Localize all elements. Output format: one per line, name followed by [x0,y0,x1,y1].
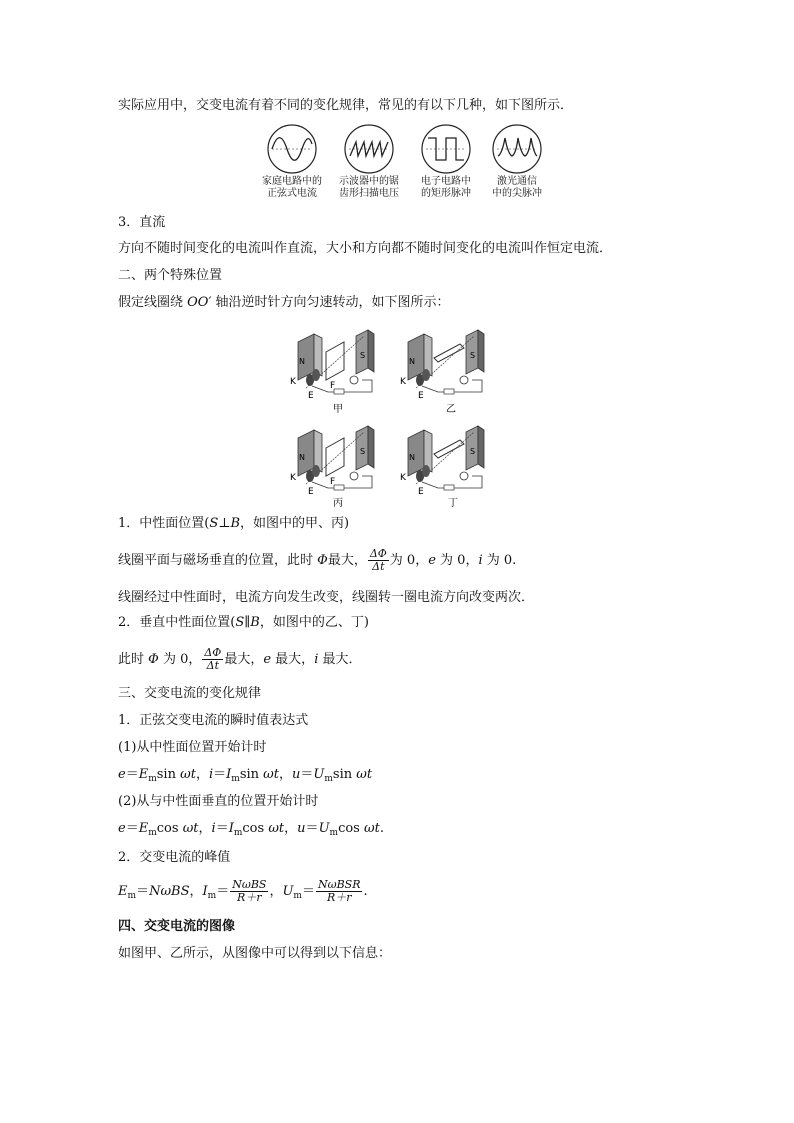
square-wave-icon [420,124,472,174]
perpendicular-plane-text: 此时 Φ 为 0， $\frac{\Delta\Phi}{\Delta t}$ 最大，e 最大，i 最大． [118,646,362,672]
svg-text:E: E [308,391,314,401]
waveform-caption-sawtooth: 示波器中的锯 齿形扫描电压 [339,176,399,199]
equation-peak: $E_m=N\omega BS$，$I_m=$ $\frac{\text{NωBS}}{R+r}$ ，$U_m=$ $\frac{\text{NωBSR}}{R+r}$ . [118,878,368,904]
svg-text:E: E [308,487,314,497]
heading-perpendicular-plane: 2．垂直中性面位置(S∥B，如图中的乙、丁) [118,615,369,630]
direct-current-text: 方向不随时间变化的电流叫作直流，大小和方向都不随时间变化的电流叫作恒定电流． [118,241,613,256]
heading-direct-current: 3．直流 [118,215,166,230]
case-neutral-start: (1)从中性面位置开始计时 [118,740,267,755]
equation-cos: $e=E_m\cos$ ωt，$i=I_m\cos$ ωt，$u=U_m\cos$ ωt. [118,821,384,838]
figure-label-yi: 乙 [446,404,456,415]
waveform-caption-sine: 家庭电路中的 正弦式电流 [262,176,322,199]
svg-text:K: K [400,473,406,483]
sawtooth-wave-icon [343,124,395,174]
svg-text:S: S [360,447,366,456]
figure-label-ding: 丁 [448,498,458,509]
generator-figures [288,320,488,512]
svg-text:S: S [470,447,476,456]
equation-sin: $e=E_m\sin$ ωt，$i=I_m\sin$ ωt，$u=U_m\sin$ ωt [118,767,373,784]
svg-text:S: S [470,351,476,360]
heading-special-positions: 二、两个特殊位置 [118,268,223,283]
svg-text:N: N [409,453,415,462]
neutral-plane-text: 线圈平面与磁场垂直的位置，此时 Φ最大， $\frac{\Delta\Phi}{\Delta t}$ 为 0，e 为 0，i 为 0. [118,547,517,573]
svg-text:N: N [299,357,305,366]
intro-text: 实际应用中，交变电流有着不同的变化规律，常见的有以下几种，如下图所示． [118,98,574,113]
figure-label-jia: 甲 [333,404,343,415]
waveform-caption-square: 电子电路中 的矩形脉冲 [421,176,471,199]
neutral-plane-text-2: 线圈经过中性面时，电流方向发生改变，线圈转一圈电流方向改变两次． [118,590,535,605]
svg-text:E: E [418,487,424,497]
case-perpendicular-start: (2)从与中性面垂直的位置开始计时 [118,794,319,809]
heading-ac-graph: 四、交变电流的图像 [118,919,236,934]
heading-variation-law: 三、交变电流的变化规律 [118,686,262,701]
svg-text:F: F [330,477,336,487]
svg-text:K: K [400,377,406,387]
svg-text:E: E [418,391,424,401]
heading-peak-value: 2．交变电流的峰值 [118,850,231,865]
spike-wave-icon [491,124,543,174]
svg-text:N: N [409,357,415,366]
figure-label-bing: 丙 [333,498,343,509]
svg-text:K: K [290,377,296,387]
sine-wave-icon [266,124,318,174]
svg-text:N: N [299,453,305,462]
heading-neutral-plane: 1．中性面位置(S⊥B，如图中的甲、丙) [118,516,350,531]
svg-text:S: S [360,351,366,360]
svg-text:F: F [330,381,336,391]
rotation-text: 假定线圈绕 OO′ 轴沿逆时针方向匀速转动，如下图所示： [118,295,450,310]
waveform-caption-spike: 激光通信 中的尖脉冲 [492,176,542,199]
heading-instantaneous-expression: 1．正弦交变电流的瞬时值表达式 [118,713,309,728]
ac-graph-text: 如图甲、乙所示，从图像中可以得到以下信息： [118,946,392,961]
svg-text:K: K [290,473,296,483]
